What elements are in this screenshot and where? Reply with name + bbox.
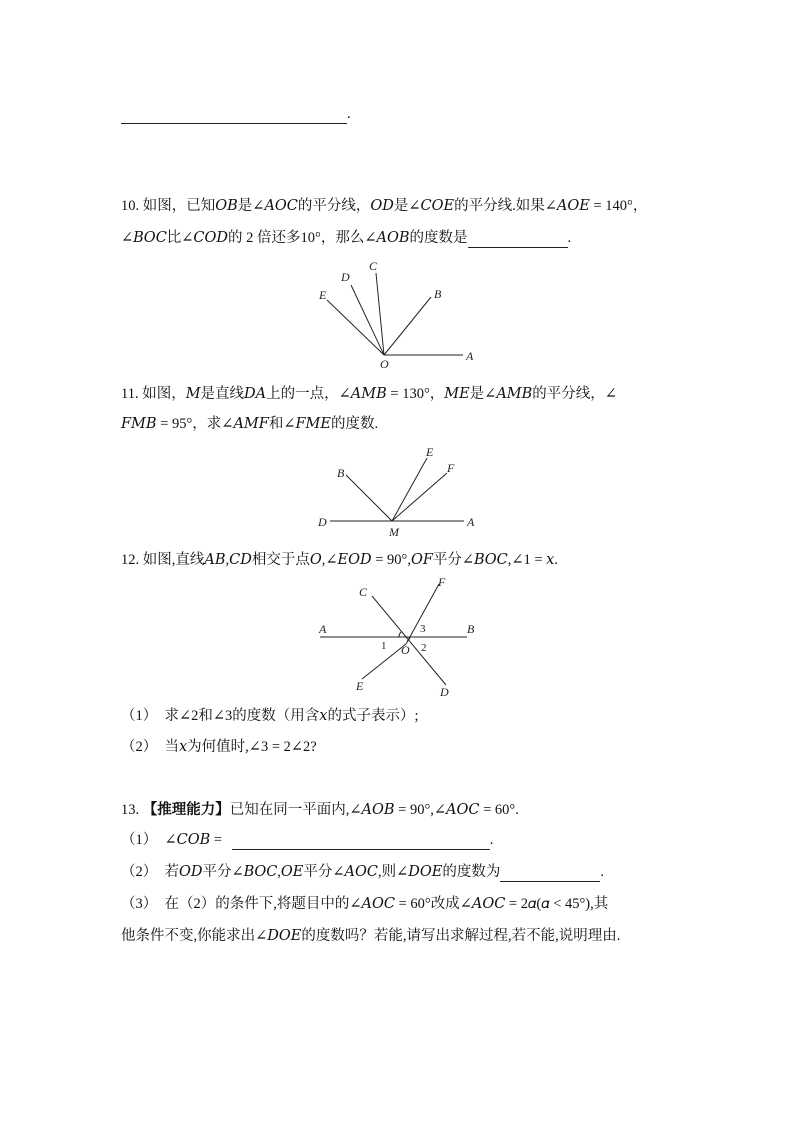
q13-sub-3-line-2: 他条件不变,你能求出∠𝐷𝑂𝐸的度数吗？若能,请写出求解过程,若不能,说明理由. (121, 928, 621, 944)
q10-line-2 (121, 228, 571, 248)
q13-line-1 (121, 800, 519, 820)
label-C: C (359, 585, 368, 599)
ray-OF (406, 584, 439, 644)
top-answer-blank (121, 104, 351, 124)
q11-figure (310, 444, 490, 544)
label-E: E (356, 679, 364, 693)
label-D: D (440, 685, 449, 699)
q13-sub-1-period: . (489, 832, 494, 848)
q13-number: 13. (121, 802, 140, 818)
ray-OD (351, 285, 384, 355)
q13-sub-1-blank (232, 835, 490, 850)
q13-sub-2-blank (500, 867, 600, 882)
q12-sub-2: （2） 当𝑥为何值时,∠3 = 2∠2? (121, 739, 317, 755)
angle-label-1: 1 (381, 640, 387, 652)
q10-answer-blank (468, 233, 568, 248)
label-F: F (447, 461, 455, 475)
q13-sub-2-period: . (600, 864, 604, 880)
q13-tag: 【推理能力】 (142, 802, 230, 818)
q13-sub-1 (121, 830, 493, 850)
angle-label-3: 3 (420, 623, 426, 635)
label-B: B (337, 466, 345, 480)
label-O: O (401, 643, 410, 657)
answer-blank-line (121, 109, 347, 124)
label-A: A (467, 515, 475, 529)
angle-label-2: 2 (421, 642, 427, 654)
ray-OC (376, 273, 384, 355)
label-C: C (369, 259, 378, 273)
blank-period: . (347, 106, 351, 122)
q13-sub-1-text: （1） ∠𝐶𝑂𝐵 = (121, 832, 223, 848)
q13-sub-2 (121, 862, 604, 882)
label-B: B (467, 622, 475, 636)
q12-line-1: 12. 如图,直线𝐴𝐵,𝐶𝐷相交于点𝑂,∠𝐸𝑂𝐷 = 90°,𝑂𝐹平分∠𝐵𝑂𝐶,∠1 = 𝑥. (121, 552, 558, 568)
q12-figure (310, 574, 490, 702)
ray-MF (392, 473, 447, 521)
q11-line-2: 𝐹𝑀𝐵 = 95°，求∠𝐴𝑀𝐹和∠𝐹𝑀𝐸的度数. (121, 416, 379, 432)
q12-sub-1: （1） 求∠2和∠3的度数（用含𝑥的式子表示）; (121, 708, 419, 724)
label-E: E (426, 445, 434, 459)
q13-text: 已知在同一平面内,∠𝐴𝑂𝐵 = 90°,∠𝐴𝑂𝐶 = 60°. (229, 802, 519, 818)
ray-MB (346, 475, 392, 521)
label-F: F (438, 575, 446, 589)
ray-OE (327, 300, 384, 355)
q13-sub-2-text: （2） 若𝑂𝐷平分∠𝐵𝑂𝐶,𝑂𝐸平分∠𝐴𝑂𝐶,则∠𝐷𝑂𝐸的度数为 (121, 864, 501, 880)
label-D: D (318, 515, 327, 529)
label-D: D (341, 270, 350, 284)
ray-OB (384, 297, 431, 355)
ray-ME (392, 458, 427, 521)
label-M: M (389, 525, 399, 539)
label-A: A (466, 349, 474, 363)
q10-line-2-text: ∠𝐵𝑂𝐶比∠𝐶𝑂𝐷的 2 倍还多10°，那么∠𝐴𝑂𝐵的度数是 (121, 230, 468, 246)
label-E: E (319, 288, 327, 302)
q11-line-1: 11. 如图，𝑀是直线𝐷𝐴上的一点，∠𝐴𝑀𝐵 = 130°，𝑀𝐸是∠𝐴𝑀𝐵的平分线，∠ (121, 386, 617, 402)
q10-period: . (567, 230, 572, 246)
q10-figure (310, 255, 490, 373)
label-O: O (380, 357, 389, 371)
label-A: A (319, 622, 327, 636)
q10-line-1: 10. 如图，已知𝑂𝐵是∠𝐴𝑂𝐶的平分线，𝑂𝐷是∠𝐶𝑂𝐸的平分线.如果∠𝐴𝑂𝐸 = 140°， (121, 198, 648, 214)
label-B: B (434, 287, 442, 301)
q13-sub-3-line-1: （3） 在（2）的条件下,将题目中的∠𝐴𝑂𝐶 = 60°改成∠𝐴𝑂𝐶 = 2𝛼(𝛼 < 45°),其 (121, 896, 609, 912)
angle-arc-1 (399, 632, 401, 637)
